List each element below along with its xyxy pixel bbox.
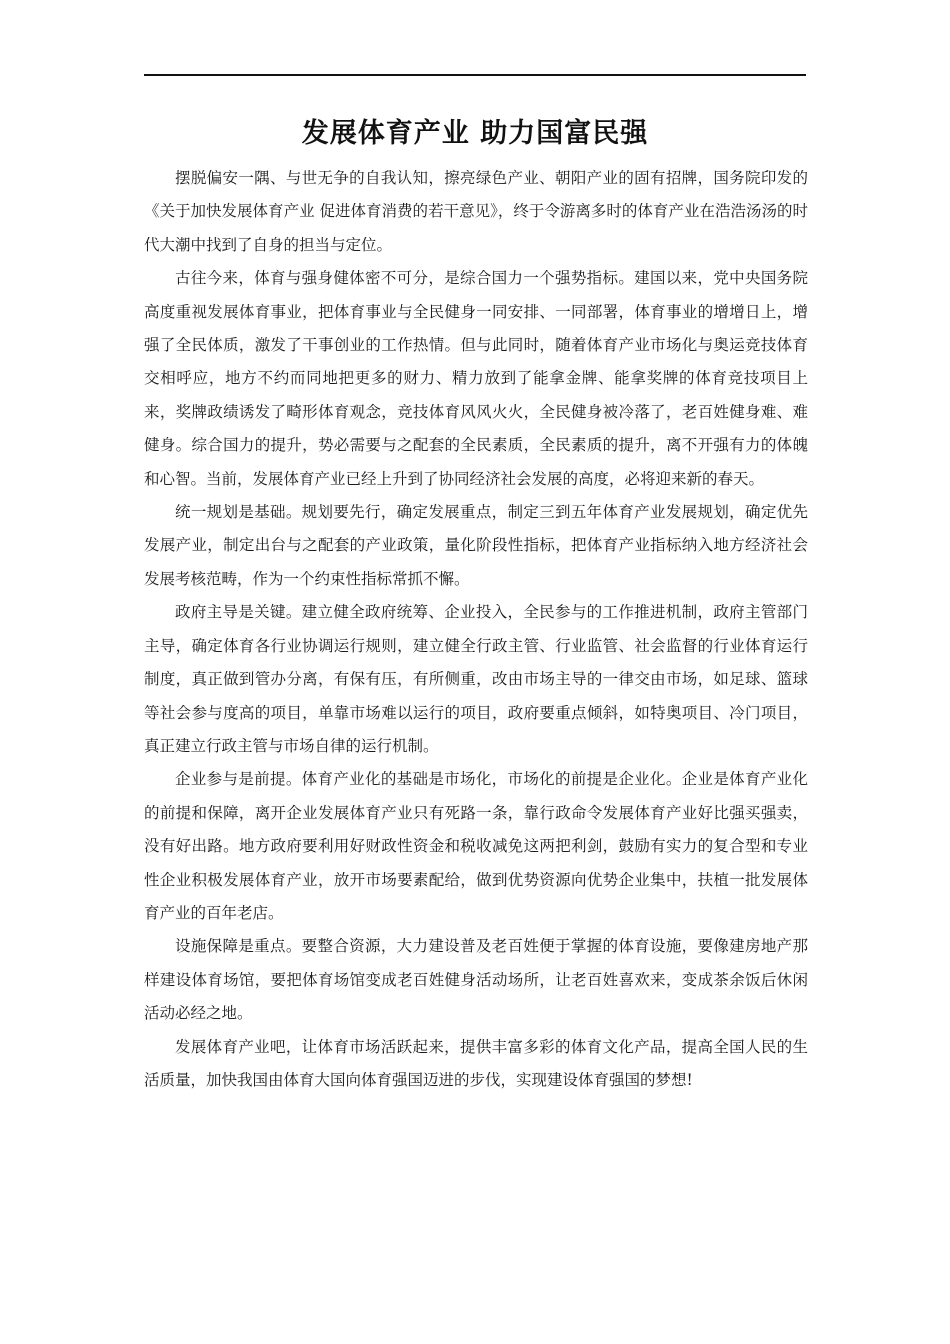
paragraph-1: 摆脱偏安一隅、与世无争的自我认知，擦亮绿色产业、朝阳产业的固有招牌，国务院印发的《关于加快发展体育产业 促进体育消费的若干意见》，终于令游离多时的体育产业在浩浩汤汤的时代大潮中找到了自身的担当与定位。 xyxy=(144,169,808,254)
paragraph-3: 统一规划是基础。规划要先行，确定发展重点，制定三到五年体育产业发展规划，确定优先发展产业，制定出台与之配套的产业政策，量化阶段性指标，把体育产业指标纳入地方经济社会发展考核范畴，作为一个约束性指标常抓不懈。 xyxy=(144,503,808,588)
document-title: 发展体育产业 助力国富民强 xyxy=(301,118,649,149)
header-rule xyxy=(144,74,806,76)
paragraph-5: 企业参与是前提。体育产业化的基础是市场化，市场化的前提是企业化。企业是体育产业化的前提和保障，离开企业发展体育产业只有死路一条，靠行政命令发展体育产业好比强买强卖，没有好出路。地方政府要利用好财政性资金和税收减免这两把利剑，鼓励有实力的复合型和专业性企业积极发展体育产业，放开市场要素配给，做到优势资源向优势企业集中，扶植一批发展体育产业的百年老店。 xyxy=(144,770,808,922)
paragraph-7: 发展体育产业吧，让体育市场活跃起来，提供丰富多彩的体育文化产品，提高全国人民的生活质量，加快我国由体育大国向体育强国迈进的步伐，实现建设体育强国的梦想! xyxy=(144,1037,808,1089)
paragraph-6: 设施保障是重点。要整合资源，大力建设普及老百姓便于掌握的体育设施，要像建房地产那样建设体育场馆，要把体育场馆变成老百姓健身活动场所，让老百姓喜欢来，变成茶余饭后休闲活动必经之地。 xyxy=(144,937,808,1023)
document-body xyxy=(144,162,808,1097)
paragraph-2: 古往今来，体育与强身健体密不可分，是综合国力一个强势指标。建国以来，党中央国务院高度重视发展体育事业，把体育事业与全民健身一同安排、一同部署，体育事业的增增日上，增强了全民体质，激发了干事创业的工作热情。但与此同时，随着体育产业市场化与奥运竞技体育交相呼应，地方不约而同地把更多的财力、精力放到了能拿金牌、能拿奖牌的体育竞技项目上来，奖牌政绩诱发了畸形体育观念，竞技体育风风火火，全民健身被冷落了，老百姓健身难、难健身。综合国力的提升，势必需要与之配套的全民素质，全民素质的提升，离不开强有力的体魄和心智。当前，发展体育产业已经上升到了协同经济社会发展的高度，必将迎来新的春天。 xyxy=(144,269,808,488)
paragraph-4: 政府主导是关键。建立健全政府统筹、企业投入，全民参与的工作推进机制，政府主管部门主导，确定体育各行业协调运行规则，建立健全行政主管、行业监管、社会监督的行业体育运行制度，真正做到管办分离，有保有压，有所侧重，改由市场主导的一律交由市场，如足球、篮球等社会参与度高的项目，单靠市场难以运行的项目，政府要重点倾斜，如特奥项目、冷门项目，真正建立行政主管与市场自律的运行机制。 xyxy=(144,603,808,755)
